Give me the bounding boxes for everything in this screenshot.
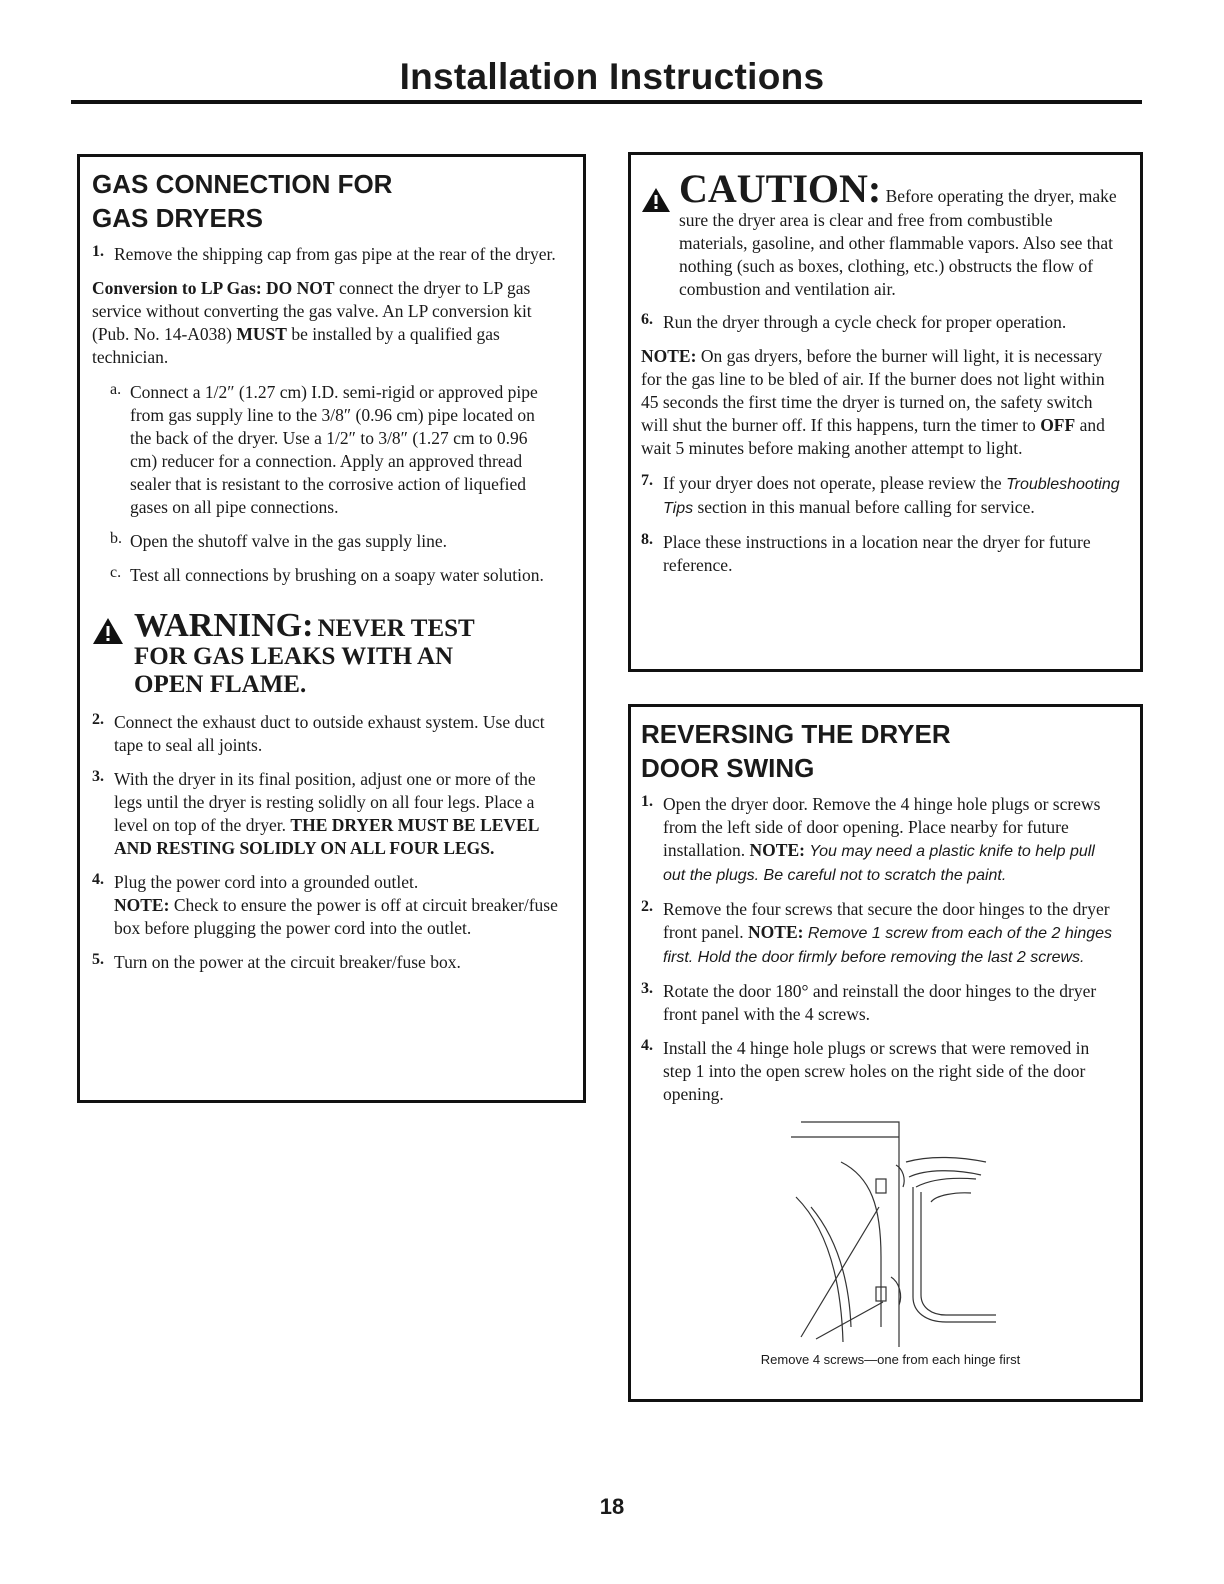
step-7-text-1: If your dryer does not operate, please review the — [663, 473, 1002, 493]
substep-text: Test all connections by brushing on a soapy water solution. — [130, 565, 544, 585]
step-text: Turn on the power at the circuit breaker/fuse box. — [114, 952, 461, 972]
lp-conversion-paragraph — [92, 277, 559, 369]
step-number: 3. — [641, 980, 653, 997]
heading-line-1: GAS CONNECTION FOR — [92, 169, 393, 199]
reverse-step-4 — [641, 1037, 1120, 1106]
reverse-section-heading — [641, 717, 1120, 785]
gas-step-2 — [92, 711, 559, 757]
step-3-bold-text: THE DRYER MUST BE LEVEL AND RESTING SOLIDLY ON ALL FOUR LEGS. — [114, 815, 539, 858]
gas-substep-b — [110, 530, 559, 553]
step-number: 2. — [92, 711, 104, 728]
step-text: Rotate the door 180° and reinstall the door hinges to the dryer front panel with the 4 screws. — [663, 981, 1097, 1024]
do-not-text: DO NOT — [266, 278, 335, 298]
conversion-text-1: connect the dryer to LP gas service without converting the gas valve. An LP conversion kit (Pub. No. 14-A038) — [92, 278, 532, 344]
gas-step-4 — [92, 871, 559, 940]
step-text: Connect the exhaust duct to outside exhaust system. Use duct tape to seal all joints. — [114, 712, 545, 755]
gas-note-paragraph — [641, 345, 1120, 460]
caution-block — [641, 166, 1120, 301]
step-text — [114, 871, 559, 940]
reverse-step-1 — [641, 793, 1120, 887]
reverse-step-2-text: Remove the four screws that secure the door hinges to the dryer front panel. — [663, 899, 1110, 942]
gas-substep-c — [110, 564, 559, 587]
note-text: You may need a plastic knife to help pull out the plugs. Be careful not to scratch the paint. — [663, 843, 1095, 884]
step-number: 6. — [641, 311, 653, 328]
step-text: Remove the shipping cap from gas pipe at the rear of the dryer. — [114, 244, 556, 264]
warning-line-2: FOR GAS LEAKS WITH AN — [134, 643, 454, 670]
gas-step-3 — [92, 768, 559, 860]
gas-connection-section — [77, 154, 586, 1103]
heading-line-2: DOOR SWING — [641, 753, 815, 783]
note-text-1: On gas dryers, before the burner will light, it is necessary for the gas line to be bled of air. If the burner does not light within 45 seconds the first time the dryer is turned on, the safety switch will shut the burner off. If this happens, turn the timer to — [641, 346, 1105, 435]
note-text: Remove 1 screw from each of the 2 hinges first. Hold the door firmly before removing the last 2 screws. — [663, 925, 1113, 966]
conversion-text-2: be installed by a qualified gas technician. — [92, 324, 500, 367]
door-hinge-illustration — [731, 1117, 1031, 1367]
substep-text: Connect a 1/2″ (1.27 cm) I.D. semi-rigid or approved pipe from gas supply line to the 3/8″ (0.96 cm) pipe located on the back of the dryer. Use a 1/2″ to 3/8″ (1.27 cm to 0.96 cm) reducer for a connection. Apply an approved thread sealer that is resistant to the corrosive action of liquefied gases on all pipe connections. — [130, 382, 538, 517]
page-number: 18 — [599, 1494, 625, 1519]
figure-caption: Remove 4 screws—one from each hinge first — [760, 1352, 1021, 1367]
note-text: Check to ensure the power is off at circuit breaker/fuse box before plugging the power cord into the outlet. — [114, 895, 558, 938]
caution-triangle-icon — [641, 169, 679, 301]
step-6 — [641, 311, 1120, 334]
step-text: Run the dryer through a cycle check for proper operation. — [663, 312, 1067, 332]
page-title: Installation Instructions — [399, 56, 825, 97]
reverse-step-3 — [641, 980, 1120, 1026]
step-4-text: Plug the power cord into a grounded outlet. — [114, 872, 419, 892]
door-hinge-drawing — [731, 1117, 1031, 1352]
caution-section — [628, 152, 1143, 672]
step-7-text-2: section in this manual before calling for service. — [697, 497, 1035, 517]
step-text — [663, 472, 1120, 520]
note-label: NOTE: — [114, 895, 170, 915]
title-rule — [71, 100, 1142, 104]
gas-step-5 — [92, 951, 559, 974]
must-text: MUST — [236, 324, 287, 344]
heading-line-2: GAS DRYERS — [92, 203, 263, 233]
note-text-2: and wait 5 minutes before making another attempt to light. — [641, 415, 1105, 458]
reversing-door-section — [628, 704, 1143, 1402]
substep-text: Open the shutoff valve in the gas supply line. — [130, 531, 448, 551]
note-label: NOTE: — [641, 346, 697, 366]
reverse-step-2 — [641, 898, 1120, 969]
step-text — [663, 793, 1120, 887]
off-text: OFF — [1040, 415, 1076, 435]
troubleshooting-tips-reference: Troubleshooting Tips — [663, 476, 1120, 517]
note-label: NOTE: — [749, 840, 805, 860]
step-number: 1. — [641, 793, 653, 810]
warning-line-3: OPEN FLAME. — [134, 671, 307, 698]
substep-letter: b. — [110, 530, 122, 547]
heading-line-1: REVERSING THE DRYER — [641, 719, 951, 749]
step-text — [114, 768, 559, 860]
caution-word: CAUTION: — [679, 166, 882, 211]
warning-line-1: NEVER TEST — [317, 615, 475, 642]
step-number: 7. — [641, 472, 653, 489]
warning-word: WARNING: — [134, 607, 314, 644]
note-label: NOTE: — [748, 922, 804, 942]
step-7 — [641, 472, 1120, 520]
reverse-step-1-text: Open the dryer door. Remove the 4 hinge hole plugs or screws from the left side of door opening. Place nearby for future installation. — [663, 794, 1101, 860]
step-number: 2. — [641, 898, 653, 915]
substep-letter: c. — [110, 564, 122, 581]
step-number: 3. — [92, 768, 104, 785]
step-number: 1. — [92, 243, 104, 260]
conversion-label: Conversion to LP Gas: — [92, 278, 262, 298]
step-text: Place these instructions in a location near the dryer for future reference. — [663, 532, 1091, 575]
step-number: 5. — [92, 951, 104, 968]
gas-substep-a — [110, 381, 559, 519]
step-number: 4. — [92, 871, 104, 888]
gas-section-heading — [92, 167, 559, 235]
step-3-text: With the dryer in its final position, adjust one or more of the legs until the dryer is resting solidly on all four legs. Place a level on top of the dryer. — [114, 769, 536, 835]
caution-text: Before operating the dryer, make sure the dryer area is clear and free from combustible materials, gasoline, and other flammable vapors. Also see that nothing (such as boxes, clothing, etc.) obstructs the flow of combustion and ventilation air. — [679, 186, 1117, 299]
gas-step-1 — [92, 243, 559, 266]
substep-letter: a. — [110, 381, 122, 398]
step-number: 4. — [641, 1037, 653, 1054]
step-text: Install the 4 hinge hole plugs or screws that were removed in step 1 into the open screw holes on the right side of the door opening. — [663, 1038, 1090, 1104]
warning-block — [92, 609, 559, 699]
step-8 — [641, 531, 1120, 577]
warning-triangle-icon — [92, 609, 134, 699]
step-number: 8. — [641, 531, 653, 548]
step-text — [663, 898, 1120, 969]
